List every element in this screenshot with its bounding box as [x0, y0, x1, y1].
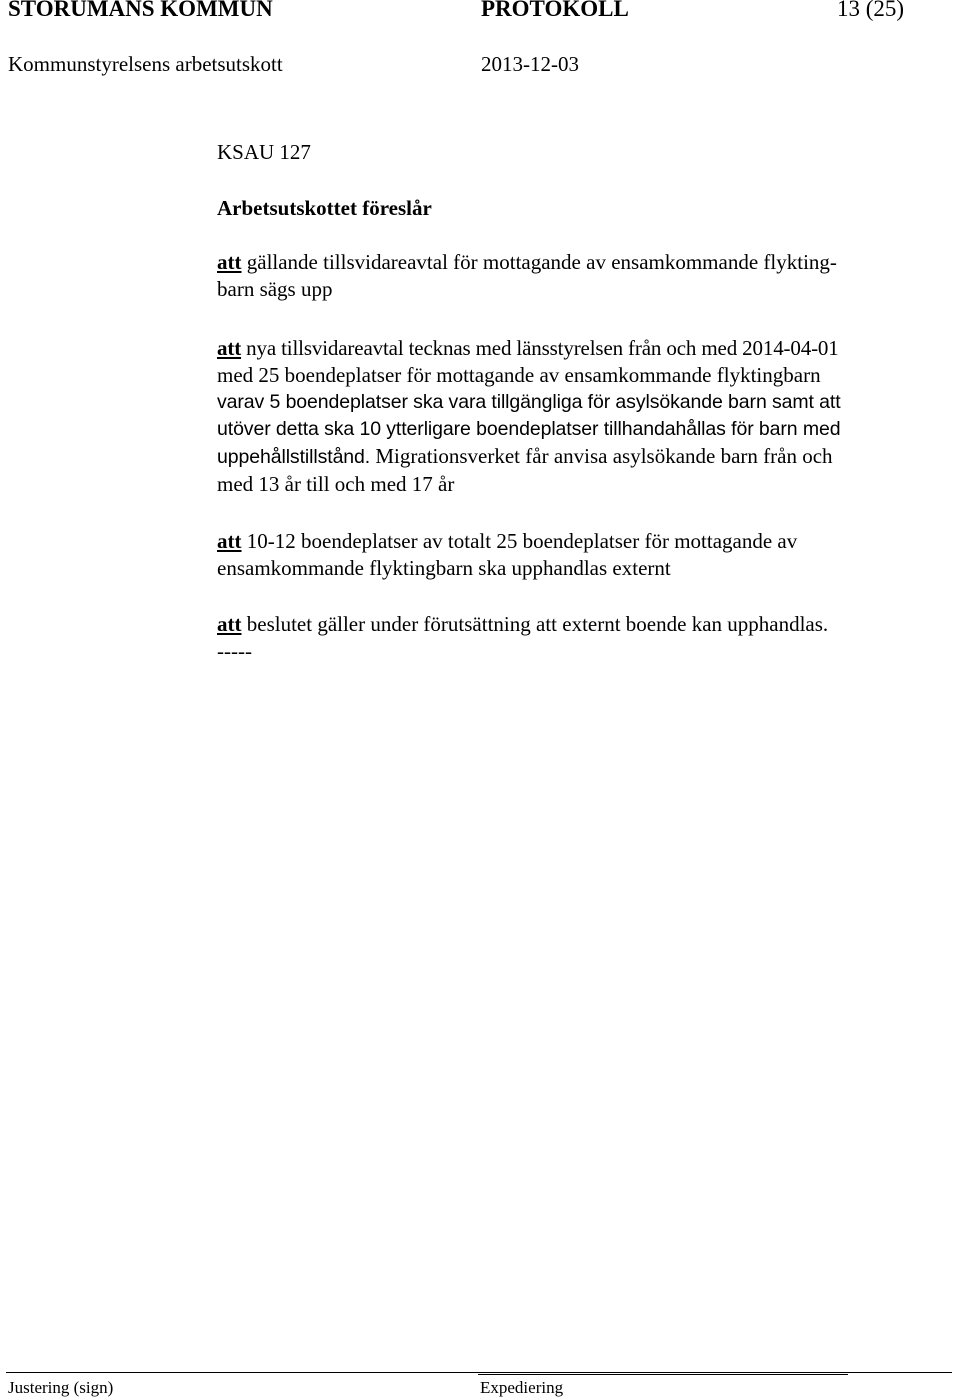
section-heading: Arbetsutskottet föreslår: [217, 196, 432, 220]
att-keyword: att: [217, 250, 242, 274]
att-keyword: att: [217, 529, 242, 553]
expediering-label: Expediering: [480, 1378, 564, 1397]
proposal-paragraph-4: [217, 611, 828, 665]
text-line: ensamkommande flyktingbarn ska upphandlas externt: [217, 556, 671, 580]
proposal-paragraph-1: [217, 249, 837, 303]
text-line: med 25 boendeplatser för mottagande av ensamkommande flyktingbarn: [217, 363, 821, 387]
footer-divider-secondary: [478, 1374, 848, 1375]
text-line: med 13 år till och med 17 år: [217, 472, 455, 496]
committee-name: Kommunstyrelsens arbetsutskott: [8, 52, 283, 76]
att-keyword: att: [217, 612, 242, 636]
text-line: gällande tillsvidareavtal för mottagande av ensamkommande flykting-: [241, 250, 837, 274]
proposal-paragraph-3: [217, 528, 797, 582]
meeting-date: 2013-12-03: [481, 52, 579, 76]
text-line: varav 5 boendeplatser ska vara tillgängliga för asylsökande barn samt att: [217, 391, 841, 413]
justering-label: Justering (sign): [8, 1378, 114, 1397]
section-reference: KSAU 127: [217, 140, 311, 164]
page-number: 13 (25): [837, 0, 905, 21]
text-line: uppehållstillstånd.: [217, 446, 371, 468]
att-keyword: att: [217, 336, 242, 360]
document-type: PROTOKOLL: [481, 0, 629, 21]
text-line: barn sägs upp: [217, 277, 333, 301]
text-line: nya tillsvidareavtal tecknas med länsstyrelsen från och med 2014-04-01: [241, 336, 839, 360]
text-line: beslutet gäller under förutsättning att externt boende kan upphandlas.: [241, 612, 829, 636]
footer-divider: [6, 1372, 952, 1373]
proposal-paragraph-2: [217, 335, 841, 498]
municipality-name: STORUMANS KOMMUN: [8, 0, 273, 21]
section-end-marker: -----: [217, 639, 252, 663]
text-line: utöver detta ska 10 ytterligare boendeplatser tillhandahållas för barn med: [217, 418, 841, 440]
text-line: Migrationsverket får anvisa asylsökande barn från och: [370, 444, 833, 468]
text-line: 10-12 boendeplatser av totalt 25 boendeplatser för mottagande av: [241, 529, 798, 553]
